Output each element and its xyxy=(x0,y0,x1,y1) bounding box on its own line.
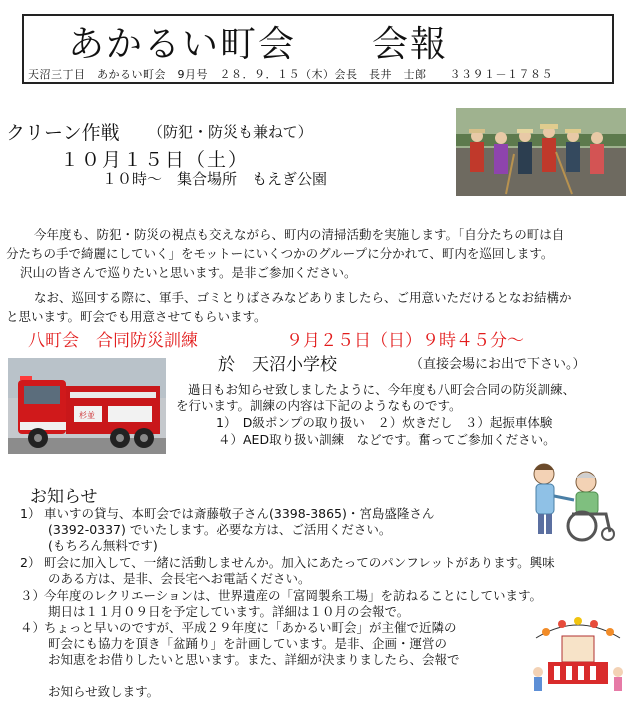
drill-list-line1: 1） D級ポンプの取り扱い ２）炊きだし ３）起振車体験 xyxy=(216,415,553,430)
notice-3-line1: 今年度のレクリエーションは、世界遺産の「富岡製糸工場」を訪ねることにしています。 xyxy=(44,588,543,603)
notice-4-line3: お知恵をお借りしたいと思います。また、詳細が決まりましたら、会報で xyxy=(48,652,460,667)
notice-4-blank-line xyxy=(20,668,460,684)
notice-item-2 xyxy=(20,555,555,587)
para1-line3: 沢山の皆さんで巡りたいと思います。是非ご参加ください。 xyxy=(20,265,357,280)
newsletter-title-sub: 会報 xyxy=(372,24,449,65)
caregiver-illustration xyxy=(516,456,624,544)
truck-panel-text: 杉並 xyxy=(79,411,95,420)
cleanup-time-place: １０時～ 集合場所 もえぎ公園 xyxy=(102,170,328,188)
cleanup-title-sub: （防犯・防災も兼ねて） xyxy=(148,123,313,141)
newsletter-title: あかるい町会 xyxy=(68,24,297,65)
para2-line1: なお、巡回する際に、軍手、ゴミとりばさみなどありましたら、ご用意いただけるとなお結構か xyxy=(34,290,572,305)
cleanup-title: クリーン作戦 xyxy=(6,122,120,144)
notice-3-line2: 期日は１１月０９日を予定しています。詳細は１０月の会報で。 xyxy=(48,604,410,619)
notice-4-number: ４） xyxy=(20,620,46,635)
cleanup-paragraph-1 xyxy=(6,225,634,282)
notice-4-line2: 町会にも協力を頂き「盆踊り」を計画しています。是非、企画・運営の xyxy=(48,636,448,651)
bon-odori-illustration xyxy=(528,612,628,696)
notice-3-number: ３） xyxy=(20,588,46,603)
notice-item-4 xyxy=(20,620,460,700)
drill-body-line1: 過日もお知らせ致しましたように、今年度も八町会合同の防災訓練、 xyxy=(188,382,576,397)
notice-2-line2: のある方は、是非、会長宅へお電話ください。 xyxy=(48,571,311,586)
cleanup-photo xyxy=(456,108,626,196)
notice-item-3 xyxy=(20,588,542,620)
notice-1-line1: 車いすの貸与、本町会では斎藤敬子さん(3398-3865)・宮島盛隆さん xyxy=(44,506,435,521)
drill-place: 於 天沼小学校 xyxy=(218,355,337,375)
drill-title: 八町会 合同防災訓練 xyxy=(28,331,198,351)
para1-line2: 分たちの手で綺麗にしていく」をモットーにいくつかのグループに分かれて、町内を巡回します。 xyxy=(6,246,554,261)
notice-1-line3: (もちろん無料です) xyxy=(48,538,158,553)
drill-place-note: （直接会場にお出で下さい。） xyxy=(410,357,586,372)
drill-body-line2: を行います。訓練の内容は下記のようなものです。 xyxy=(176,398,462,413)
notice-4-line5: お知らせ致します。 xyxy=(48,684,160,699)
notice-item-1 xyxy=(20,506,434,554)
notice-2-line1: 町会に加入して、一緒に活動しませんか。加入にあたってのパンフレットがあります。興味 xyxy=(44,555,555,570)
cleanup-date: １０月１５日（土） xyxy=(60,149,250,171)
drill-datetime: ９月２５日（日）９時４５分～ xyxy=(286,331,524,351)
notice-2-number: 2） xyxy=(20,555,41,570)
notice-1-line2: (3392-0337) でいたします。必要な方は、ご活用ください。 xyxy=(48,522,392,537)
notice-4-line1: ちょっと早いのですが、平成２９年度に「あかるい町会」が主催で近隣の xyxy=(44,620,457,635)
header-info-line: 天沼三丁目 あかるい町会 9月号 ２８．９．１５（木）会長 長井 士郎 ３３９１－１７８５ xyxy=(28,68,553,81)
notices-title: お知らせ xyxy=(30,487,98,507)
fire-truck-photo xyxy=(8,358,166,454)
cleanup-paragraph-2 xyxy=(6,288,634,326)
para2-line2: と思います。町会でも用意させてもらいます。 xyxy=(6,309,267,324)
notice-1-number: 1） xyxy=(20,506,41,521)
para1-line1: 今年度も、防犯・防災の視点も交えながら、町内の清掃活動を実施します。「自分たちの町は自 xyxy=(34,227,565,242)
drill-list-line2: ４）AED取り扱い訓練 などです。奮ってご参加ください。 xyxy=(218,432,556,447)
